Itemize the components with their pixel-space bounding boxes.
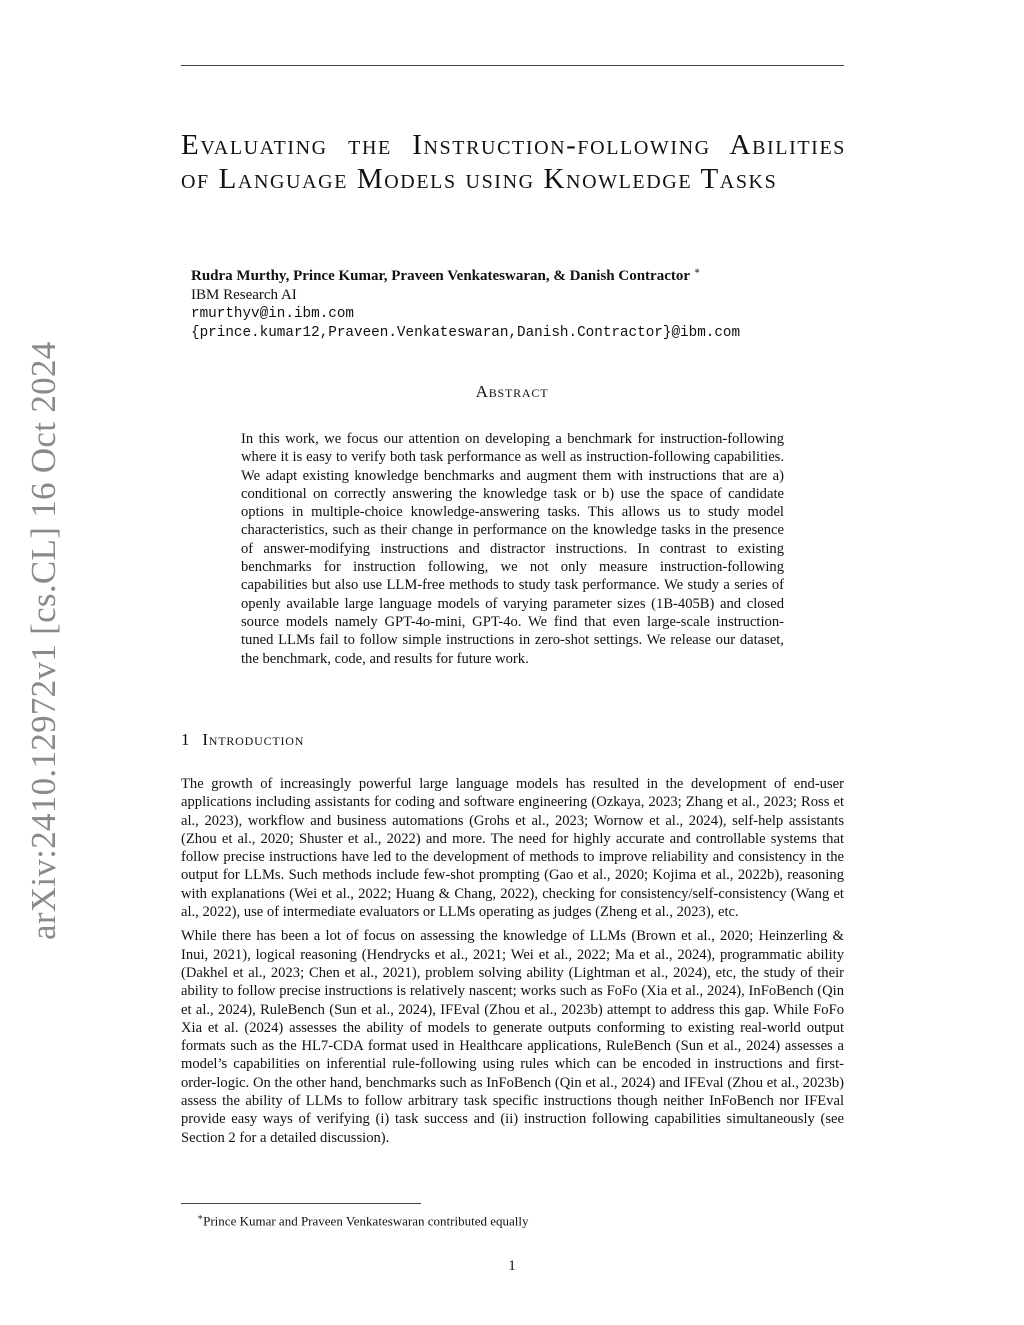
footnote-text: Prince Kumar and Praveen Venkateswaran contributed equally — [203, 1213, 529, 1229]
footnote-rule — [181, 1203, 421, 1204]
author-names: Rudra Murthy, Prince Kumar, Praveen Venkateswaran, & Danish Contractor — [191, 268, 691, 284]
intro-paragraph-2: While there has been a lot of focus on assessing the knowledge of LLMs (Brown et al., 2020; Heinzerling & Inui, 2021), logical reasoning (Hendrycks et al., 2021; Wei et al., 2022; Ma et al., 2024), programmatic ability (Dakhel et al., 2023; Chen et al., 2021), problem solving ability (Lightman et al., 2024), etc, the study of their ability to follow precise instructions is relatively nascent; works such as FoFo (Xia et al., 2024), InFoBench (Qin et al., 2024), RuleBench (Sun et al., 2024), IFEval (Zhou et al., 2023b) attempt to address this gap. While FoFo Xia et al. (2024) assesses the ability of models to generate outputs conforming to existing real-world output formats such as the HL7-CDA format used in Healthcare applications, RuleBench (Sun et al., 2024) assesses a model’s capabilities on inferential rule-following using rules which can be encoded in instructions and first-order-logic. On the other hand, benchmarks such as InFoBench (Qin et al., 2024) and IFEval (Zhou et al., 2023b) assess the ability of LLMs to follow arbitrary task specific instructions though neither InFoBench nor IFEval provide easy ways of verifying (i) task success and (ii) instruction following capabilities simultaneously (see Section 2 for a detailed discussion). — [181, 928, 844, 1146]
page-number: 1 — [508, 1258, 516, 1274]
section-title: Introduction — [202, 730, 305, 749]
footnote-marker: ∗ — [197, 1212, 204, 1222]
affiliation: IBM Research AI — [191, 287, 297, 303]
abstract-heading: Abstract — [475, 382, 549, 401]
footnote — [197, 1209, 837, 1229]
arxiv-identifier[interactable]: arXiv:2410.12972v1 [cs.CL] 16 Oct 2024 — [24, 341, 63, 940]
header-rule — [181, 65, 844, 66]
author-block — [191, 262, 841, 343]
author-footnote-marker[interactable]: ∗ — [693, 266, 701, 277]
intro-paragraph-1: The growth of increasingly powerful large language models has resulted in the development of end-user applications including assistants for coding and software engineering (Ozkaya, 2023; Zhang et al., 2023; Ross et al., 2023), workflow and business automations (Grohs et al., 2023; Wornow et al., 2024), self-help assistants (Zhou et al., 2020; Shuster et al., 2022) and more. The need for highly accurate and controllable systems that follow precise instructions have led to the development of methods to improve reliability and consistency in the output for LLMs. Such methods include few-shot prompting (Gao et al., 2020; Kojima et al., 2022b), reasoning with explanations (Wei et al., 2022; Huang & Chang, 2022), checking for consistency/self-consistency (Wang et al., 2022), use of intermediate evaluators or LLMs operating as judges (Zheng et al., 2023), etc. — [181, 776, 844, 921]
email-primary: rmurthyv@in.ibm.com — [191, 306, 355, 322]
paper-title: Evaluating the Instruction-following Abilities of Language Models using Knowledge Tasks — [181, 129, 846, 195]
abstract-text: In this work, we focus our attention on developing a benchmark for instruction-following where it is easy to verify both task performance as well as instruction-following capabilities. We adapt existing knowledge benchmarks and augment them with instructions that are a) conditional on correctly answering the knowledge task or b) use the space of candidate options in multiple-choice knowledge-answering tasks. This allows us to study model characteristics, such as their change in performance on the knowledge tasks in the presence of answer-modifying instructions and distractor instructions. In contrast to existing benchmarks for instruction following, we not only measure instruction-following capabilities but also use LLM-free methods to study task performance. We study a series of openly available large language models of varying parameter sizes (1B-405B) and closed source models namely GPT-4o-mini, GPT-4o. We find that even large-scale instruction-tuned LLMs fail to follow simple instructions in zero-shot settings. We release our dataset, the benchmark, code, and results for future work. — [241, 431, 784, 667]
section-number: 1 — [181, 730, 191, 749]
introduction-body — [181, 775, 844, 1153]
email-group: {prince.kumar12,Praveen.Venkateswaran,Danish.Contractor}@ibm.com — [191, 325, 741, 341]
section-heading-introduction — [181, 730, 304, 750]
